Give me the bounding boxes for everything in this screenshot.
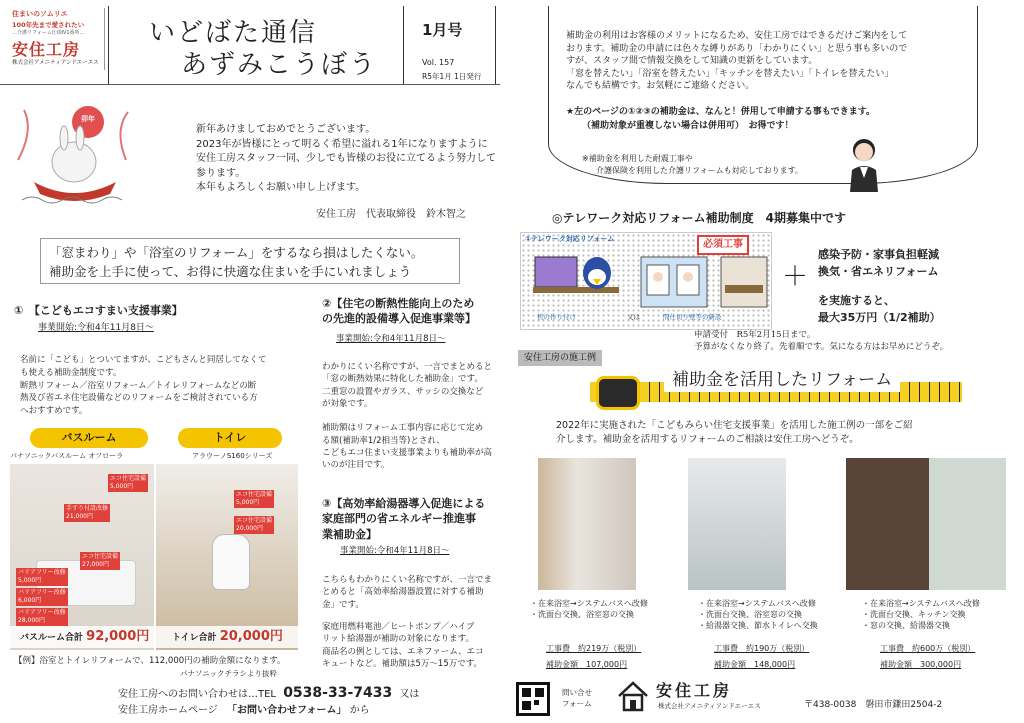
body-line: わかりにくい名称ですが、一言でまとめると xyxy=(322,362,493,372)
case-1-subsidy: 補助金額 107,000円 xyxy=(546,660,628,669)
body-line: も使える補助金制度です。 xyxy=(20,367,122,378)
subsidy-tag: エコ住宅設備 5,000円 xyxy=(108,474,148,492)
new-year-illustration xyxy=(14,100,134,208)
greeting-line: 新年あけましておめでとうございます。 xyxy=(196,124,376,135)
bubble-line: 補助金の利用はお客様のメリットになるため、安住工房ではできるだけご案内をして xyxy=(566,31,908,41)
subsidy-tag: 手すり付設改修 21,000円 xyxy=(64,504,110,522)
benefit-line: 換気・省エネリフォーム xyxy=(818,265,939,279)
telework-label: ①テレワーク対応リフォーム xyxy=(525,235,615,243)
qr-code-icon[interactable] xyxy=(516,682,550,716)
plus-sign: ＋ xyxy=(782,262,809,292)
issue-info xyxy=(404,6,496,84)
body-line: 家庭用燃料電池／ヒートポンプ／ハイブ xyxy=(322,621,475,632)
subsidy-tag: エコ住宅設備 5,000円 xyxy=(234,490,274,508)
case-item: ・洗面台交換、浴室窓の交換 xyxy=(698,610,802,620)
subsidy-tag: エコ住宅設備 27,000円 xyxy=(80,552,120,570)
required-badge: 必須工事 xyxy=(697,235,749,255)
total-value: 92,000円 xyxy=(86,629,150,644)
section-1-body xyxy=(20,354,266,418)
partition-wall-icon xyxy=(639,255,709,309)
footer-address: 〒438-0038 磐田市鎌田2504-2 xyxy=(804,700,943,710)
issue-volume: Vol. 157 xyxy=(422,58,455,67)
bubble-line: おります。補助金の申請には色々な縛りがあり「わかりにくい」と思う事も多いので xyxy=(566,43,908,54)
logo-tagline: 住まいのソムリエ xyxy=(12,10,68,18)
bathroom-model: パナソニックバスルーム オフローラ xyxy=(10,452,124,460)
telework-panel xyxy=(520,232,772,330)
masthead-title-2: あずみこうぼう xyxy=(181,50,378,80)
greeting-signature: 安住工房 代表取締役 鈴木智之 xyxy=(316,209,466,220)
title-line: ③【高効率給湯器導入促進による xyxy=(322,497,486,510)
title-line: の先進的設備導入促進事業等】 xyxy=(322,312,476,326)
telework-deadline: 申請受付 R5年2月15日まで。 xyxy=(694,330,816,340)
masthead xyxy=(108,6,404,84)
case-1-cost: 工事費 約219万（税別） xyxy=(546,644,642,653)
body-line: とめると「高効率給湯器設置に対する補助 xyxy=(322,587,484,598)
body-line: 名前に「こども」とついてますが、こどもさんと同居してなくて xyxy=(20,355,267,365)
logo-line2: …介護リフォーム仕様Ⅳ1番所… xyxy=(12,30,85,36)
body-line: こちらもわかりにくい名称ですが、一言でま xyxy=(322,575,493,585)
body-line: いのが注目です。 xyxy=(322,460,390,471)
case-2-photo xyxy=(688,458,786,590)
case-1-photo xyxy=(538,458,636,590)
greeting-line: 本年もよろしくお願い申し上げます。 xyxy=(196,182,366,193)
greeting-line: 2023年が皆様にとって明るく希望に溢れる1年になりますように xyxy=(196,138,488,150)
issue-date: R5年1月 1日発行 xyxy=(422,72,482,81)
toilet-pill: トイレ xyxy=(178,428,282,448)
bubble-text xyxy=(566,30,907,93)
body-line: リット給湯器が補助の対象になります。 xyxy=(322,634,474,645)
body-line: へおすすめです。 xyxy=(20,406,88,416)
telework-benefits xyxy=(818,246,941,326)
issue-month: 1月号 xyxy=(422,21,463,39)
contact-text: 又は xyxy=(399,689,420,700)
greeting-text xyxy=(196,123,496,196)
masthead-title-1: いどばた通信 xyxy=(149,18,318,48)
benefit-line: 最大35万円（1/2補助） xyxy=(818,311,941,325)
body-line: が対象です。 xyxy=(322,398,373,409)
section-1-start: 事業開始:令和4年11月8日〜 xyxy=(38,323,154,333)
desk-workspace-icon xyxy=(531,251,621,309)
body-line: 断熱リフォーム／浴室リフォーム／トイレリフォームなどの断 xyxy=(20,380,257,391)
body-line: 金」です。 xyxy=(322,599,364,610)
telework-caption-2: 間仕切り壁等の新設 xyxy=(663,313,722,321)
tape-measure-icon xyxy=(596,376,640,410)
toilet-photo xyxy=(156,464,298,650)
footer-company: 株式会社アメニティアンドエーエス xyxy=(658,702,761,710)
case-1-items xyxy=(530,598,648,620)
greeting-line: 安住工房スタッフ一同、少しでも皆様のお役に立てるよう努力して xyxy=(196,153,496,164)
case-item: ・在来浴室→システムバスへ改修 xyxy=(862,599,980,608)
case-3-subsidy: 補助金額 300,000円 xyxy=(880,660,962,669)
body-line: こどもエコ住まい支援事業よりも補助率が高 xyxy=(322,447,493,458)
logo-brand: 安住工房 xyxy=(12,40,81,59)
bathroom-total xyxy=(10,626,154,648)
contact-text: 安住工房へのお問い合わせは…TEL xyxy=(118,689,276,700)
case-3-cost: 工事費 約600万（税別） xyxy=(880,644,976,653)
house-logo-icon xyxy=(616,680,650,712)
body-line: 熱及び省エネ住宅設備などのリフォームをご検討されている方 xyxy=(20,393,258,404)
bathroom-pill: バスルーム xyxy=(30,428,148,448)
benefit-line: を実施すると、 xyxy=(818,294,895,308)
case-2-cost: 工事費 約190万（税別） xyxy=(714,644,810,653)
subsidy-tag: バリアフリー改修 5,000円 xyxy=(16,568,68,586)
subsidy-tag: エコ住宅設備 20,000円 xyxy=(234,516,274,534)
bathroom-photo xyxy=(10,464,154,650)
qr-caption-line: フォーム xyxy=(562,698,592,708)
body-spacer xyxy=(322,611,492,621)
body-line: 二重窓の設置やガラス、サッシの交換など xyxy=(322,386,484,397)
section-3-body xyxy=(322,574,492,670)
rabbit-boat-icon xyxy=(14,100,134,208)
benefit-line: 感染予防・家事負担軽減 xyxy=(818,248,939,261)
contact-text: から xyxy=(349,705,370,716)
case-item: ・窓の交換、給湯器交換 xyxy=(862,621,950,631)
section-2-body xyxy=(322,361,492,472)
title-line: 業補助金】 xyxy=(322,527,377,541)
examples-heading: 補助金を活用したリフォーム xyxy=(664,369,900,392)
section-2-start: 事業開始:令和4年11月8日〜 xyxy=(336,334,446,344)
case-3-photo xyxy=(846,458,1006,590)
case-item: ・在来浴室→システムバスへ改修 xyxy=(530,599,648,608)
subsidy-tag: バリアフリー改修 28,000円 xyxy=(16,608,68,626)
section-1-title: ① 【こどもエコすまい支援事業】 xyxy=(14,304,183,317)
body-line: 補助額はリフォーム工事内容に応じて定め xyxy=(322,423,484,434)
toilet-shape xyxy=(212,534,250,590)
intro-banner xyxy=(40,238,460,284)
section-2-title xyxy=(322,296,476,327)
toilet-total xyxy=(156,626,298,648)
staff-avatar xyxy=(846,134,882,192)
total-value: 20,000円 xyxy=(219,629,283,644)
telework-note: 予算がなくなり終了。先着順です。気になる方はお早めにどうぞ。 xyxy=(694,342,949,352)
case-item: ・給湯器交換、節水トイレへ交換 xyxy=(698,621,818,631)
subsidy-tag: バリアフリー改修 6,000円 xyxy=(16,588,68,606)
contact-form-link[interactable]: 「お問い合わせフォーム」 xyxy=(227,705,347,716)
bubble-note-1: ★左のページの①②③の補助金は、なんと！併用して申請する事もできます。 xyxy=(566,107,876,117)
room-interior-icon xyxy=(719,255,769,309)
logo-company: 株式会社アメニティアンドエーエス xyxy=(12,60,99,66)
bubble-line: なんでも結構です。お気軽にご連絡ください。 xyxy=(566,81,755,92)
case-2-subsidy: 補助金額 148,000円 xyxy=(714,660,796,669)
telework-or: 又は xyxy=(627,313,640,321)
logo-box xyxy=(8,8,105,70)
case-3-items xyxy=(862,598,980,632)
header-rule xyxy=(0,84,500,85)
body-line: キュートなど。補助額は5万〜15万です。 xyxy=(322,658,483,669)
greeting-line: 参ります。 xyxy=(196,167,246,179)
contact-phone[interactable]: 0538-33-7433 xyxy=(283,685,393,701)
bubble-note-4: 介護保険を利用した介護リフォームも対応しております。 xyxy=(596,166,803,175)
bubble-line: 「窓を替えたい」「浴室を替えたい」「キッチンを替えたい」「トイレを替えたい」 xyxy=(566,68,894,79)
qr-caption-line: 問い合せ xyxy=(562,688,592,697)
contact-line-2 xyxy=(118,704,370,718)
example-note: 【例】浴室とトイレリフォームで、112,000円の補助金額になります。 xyxy=(14,656,286,666)
body-line: 商品名の例としては、エネファーム、エコ xyxy=(322,646,484,657)
bubble-note-3: ※補助金を利用した耐震工事や xyxy=(582,154,693,163)
toilet-model: アラウーノS160シリーズ xyxy=(192,452,273,460)
contact-line-1 xyxy=(118,684,419,703)
total-label: バスルーム合計 xyxy=(20,633,84,643)
examples-intro xyxy=(556,419,913,447)
qr-caption xyxy=(562,688,592,709)
new-year-badge: 卯年 xyxy=(81,115,95,123)
case-2-items xyxy=(698,598,818,632)
logo-line1: 100年先まで愛されたい xyxy=(12,21,85,29)
title-line: ②【住宅の断熱性能向上のため xyxy=(322,297,475,310)
title-line: 家庭部門の省エネルギー推進事 xyxy=(322,512,476,526)
banner-line-1: 「窓まわり」や「浴室のリフォーム」をするなら損はしたくない。 xyxy=(49,245,424,260)
bubble-line: すが、スタッフ間で情報交換をして知識の更新をしています。 xyxy=(566,56,818,67)
example-credit: パナソニックチラシより抜粋 xyxy=(180,669,277,678)
telework-caption-1: 机の作り付け xyxy=(537,313,576,321)
examples-tag: 安住工房の施工例 xyxy=(518,350,602,366)
banner-line-2: 補助金を上手に使って、お得に快適な住まいを手にいれましょう xyxy=(49,264,412,280)
case-item: ・在来浴室→システムバスへ改修 xyxy=(698,599,816,608)
body-spacer xyxy=(322,410,492,422)
total-label: トイレ合計 xyxy=(172,633,217,643)
staff-woman-icon xyxy=(846,134,882,192)
telework-title: ◎テレワーク対応リフォーム補助制度 4期募集中です xyxy=(552,211,846,225)
footer-brand: 安住工房 xyxy=(656,681,733,700)
intro-line: 介します。補助金を活用するリフォームのご相談は安住工房へどうぞ。 xyxy=(556,433,859,445)
bubble-note-2: （補助対象が重複しない場合は併用可） お得です！ xyxy=(582,121,794,131)
body-line: る額(補助率1/2相当等)とされ、 xyxy=(322,435,445,446)
body-line: 「窓の断熱効果に特化した補助金」です。 xyxy=(322,374,483,385)
case-item: ・洗面台交換、キッチン交換 xyxy=(862,610,966,620)
contact-text: 安住工房ホームページ xyxy=(118,705,218,716)
section-3-start: 事業開始:令和4年11月8日〜 xyxy=(340,546,450,556)
case-item: ・洗面台交換、浴室窓の交換 xyxy=(530,610,634,620)
intro-line: 2022年に実施された「こどもみらい住宅支援事業」を活用した施工例の一部をご紹 xyxy=(556,420,913,431)
section-3-title xyxy=(322,496,485,542)
